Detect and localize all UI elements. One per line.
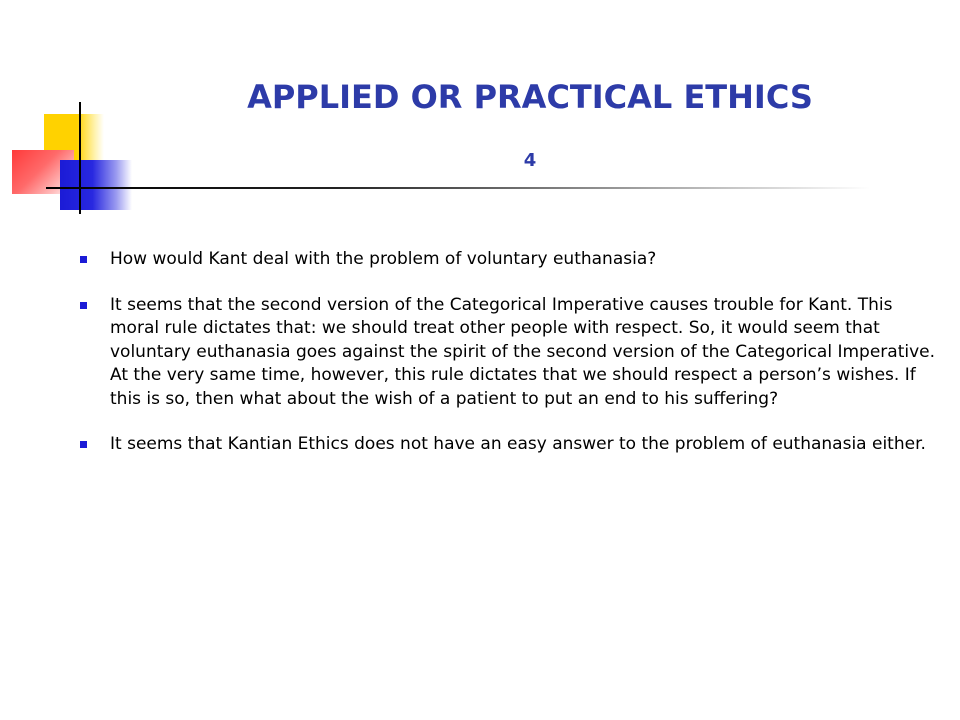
bullet-text: How would Kant deal with the problem of voluntary euthanasia? xyxy=(110,249,657,269)
slide-title: APPLIED OR PRACTICAL ETHICS xyxy=(247,78,813,116)
title-underline-rule xyxy=(46,187,870,189)
blue-square-decoration xyxy=(60,160,132,210)
bullet-text: It seems that Kantian Ethics does not have an easy answer to the problem of euthanasia either. xyxy=(110,434,926,454)
slide-subtitle: 4 xyxy=(523,150,537,171)
square-bullet-icon xyxy=(80,441,87,448)
bullet-item xyxy=(78,294,938,412)
decorative-logo-block xyxy=(0,0,140,230)
square-bullet-icon xyxy=(80,256,87,263)
bullet-item xyxy=(78,248,938,272)
square-bullet-icon xyxy=(80,302,87,309)
bullet-list xyxy=(78,248,938,479)
vertical-rule xyxy=(79,102,81,214)
bullet-item xyxy=(78,433,938,457)
bullet-text: It seems that the second version of the Categorical Imperative causes trouble for Kant. This moral rule dictates that: we should treat other people with respect. So, it would seem that voluntary euthanasia goes against the spirit of the second version of the Categorical Imperative. At the very same time, however, this rule dictates that we should respect a person’s wishes. If this is so, then what about the wish of a patient to put an end to his suffering? xyxy=(110,294,936,409)
